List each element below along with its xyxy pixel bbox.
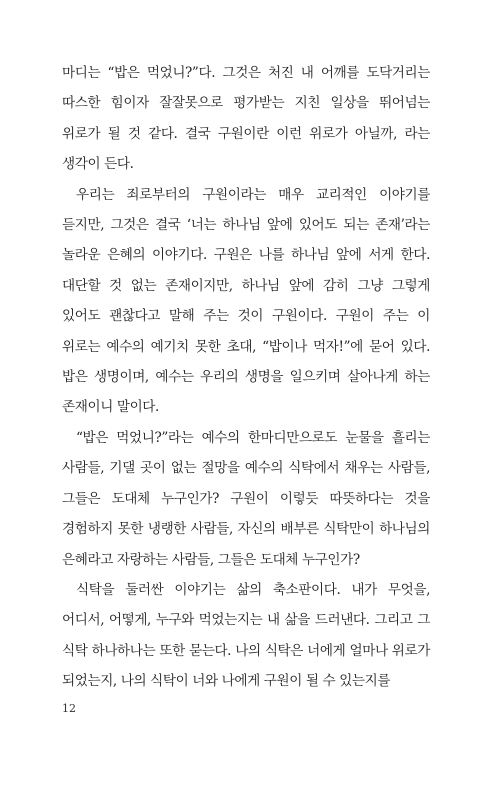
page-number: 12 bbox=[62, 702, 76, 715]
paragraph-3: “밥은 먹었니?”라는 예수의 한마디만으로도 눈물을 흘리는 사람들, 기댈 곳이 없는 절망을 예수의 식탁에서 채우는 사람들, 그들은 도대체 누구인가? 구원이 이렇듯 따뜻하다는 것을 경험하지 못한 냉랭한 사람들, 자신의 배부른 식탁만이 하나님의 은혜라고 자랑하는 사람들, 그들은 도대체 누구인가? bbox=[62, 429, 430, 568]
paragraph-4: 식탁을 둘러싼 이야기는 삶의 축소판이다. 내가 무엇을, 어디서, 어떻게, 누구와 먹었는지는 내 삶을 드러낸다. 그리고 그 식탁 하나하나는 또한 묻는다. 나의 식탁은 너에게 얼마나 위로가 되었는지, 나의 식탁이 너와 나에게 구원이 될 수 있는지를 bbox=[62, 581, 430, 690]
paragraph-1: 마디는 “밥은 먹었니?”다. 그것은 처진 내 어깨를 도닥거리는 따스한 힘이자 잘잘못으로 평가받는 지친 일상을 뛰어넘는 위로가 될 것 같다. 결국 구원이란 이런 위로가 아닐까, 라는 생각이 든다. bbox=[62, 65, 430, 173]
body-text bbox=[62, 58, 430, 697]
paragraph-2: 우리는 죄로부터의 구원이라는 매우 교리적인 이야기를 듣지만, 그것은 결국 ‘너는 하나님 앞에 있어도 되는 존재’라는 놀라운 은혜의 이야기다. 구원은 나를 하나님 앞에 서게 한다. 대단할 것 없는 존재이지만, 하나님 앞에 감히 그냥 그렇게 있어도 괜찮다고 말해 주는 것이 구원이다. 구원이 주는 이 위로는 예수의 예기치 못한 초대, “밥이나 먹자!”에 묻어 있다. 밥은 생명이며, 예수는 우리의 생명을 일으키며 살아나게 하는 존재이니 말이다. bbox=[62, 186, 430, 416]
